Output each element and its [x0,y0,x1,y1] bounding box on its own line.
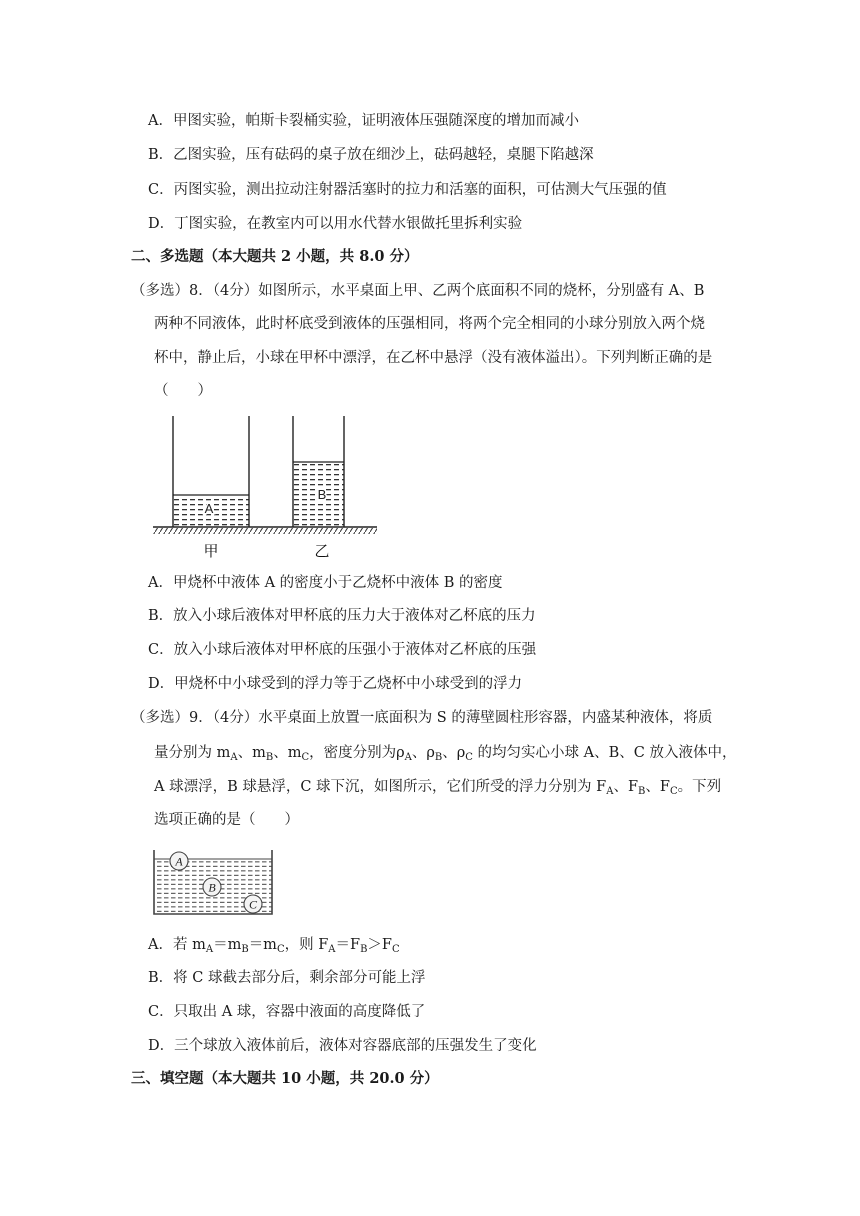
q8-option-b: B．放入小球后液体对甲杯底的压力大于液体对乙杯底的压力 [148,608,536,624]
caption-jia: 甲 [203,542,219,560]
q9-option-c: C．只取出 A 球，容器中液面的高度降低了 [148,1004,426,1020]
q8-option-d: D．甲烧杯中小球受到的浮力等于乙烧杯中小球受到的浮力 [148,676,523,692]
section-heading-fill-in: 三、填空题（本大题共 10 小题，共 20.0 分） [131,1070,439,1087]
q9-stem-line-3: A 球漂浮，B 球悬浮，C 球下沉，如图所示，它们所受的浮力分别为 $F_A$、$F_B$、$F_C$。下列 [154,779,722,797]
q7-option-d: D．丁图实验，在教室内可以用水代替水银做托里拆利实验 [148,216,523,232]
q8-answer-bracket: （ ） [154,383,212,399]
label-liquid-a: A [204,501,214,516]
svg-text:C: C [248,897,258,912]
q9-option-b: B．将 C 球截去部分后，剩余部分可能上浮 [148,970,426,986]
q8-stem-line-1: （多选）8．（4分）如图所示，水平桌面上甲、乙两个底面积不同的烧杯，分别盛有 A、B [131,283,705,299]
q8-stem-line-2: 两种不同液体，此时杯底受到液体的压强相同，将两个完全相同的小球分别放入两个烧 [154,316,705,332]
q9-stem-line-2: 量分别为 $m_A$、$m_B$、$m_C$，密度分别为$\rho_A$、$\rho_B$、$\rho_C$ 的均匀实心小球 A、B、C 放入液体中， [154,745,737,763]
ball-c [244,895,262,913]
q8-option-c: C．放入小球后液体对甲杯底的压强小于液体对乙杯底的压强 [148,642,537,658]
svg-text:B: B [208,880,216,895]
q8-beaker-figure [150,412,380,562]
q7-option-a: A．甲图实验，帕斯卡裂桶实验，证明液体压强随深度的增加而减小 [148,113,579,129]
q9-stem-line-4: 选项正确的是（ ） [154,812,299,828]
q9-stem-line-1: （多选）9．（4分）水平桌面上放置一底面积为 S 的薄壁圆柱形容器，内盛某种液体，将质 [131,710,713,726]
ball-b [203,878,221,896]
q8-option-a: A．甲烧杯中液体 A 的密度小于乙烧杯中液体 B 的密度 [148,575,503,591]
q9-option-d: D．三个球放入液体前后，液体对容器底部的压强发生了变化 [148,1038,537,1054]
q7-option-c: C．丙图实验，测出拉动注射器活塞时的拉力和活塞的面积，可估测大气压强的值 [148,182,667,198]
q7-option-b: B．乙图实验，压有砝码的桌子放在细沙上，砝码越轻，桌腿下陷越深 [148,147,594,163]
section-heading-multiple-choice: 二、多选题（本大题共 2 小题，共 8.0 分） [131,248,419,265]
svg-text:A: A [175,854,183,869]
caption-yi: 乙 [314,542,330,560]
q9-container-figure [150,846,276,918]
q9-option-a: A．若 $m_A=m_B=m_C$，则 $F_A=F_B>F_C$ [148,937,400,955]
q8-stem-line-3: 杯中，静止后，小球在甲杯中漂浮，在乙杯中悬浮（没有液体溢出）。下列判断正确的是 [154,350,713,366]
label-liquid-b: B [317,487,327,502]
ball-a [170,852,188,870]
